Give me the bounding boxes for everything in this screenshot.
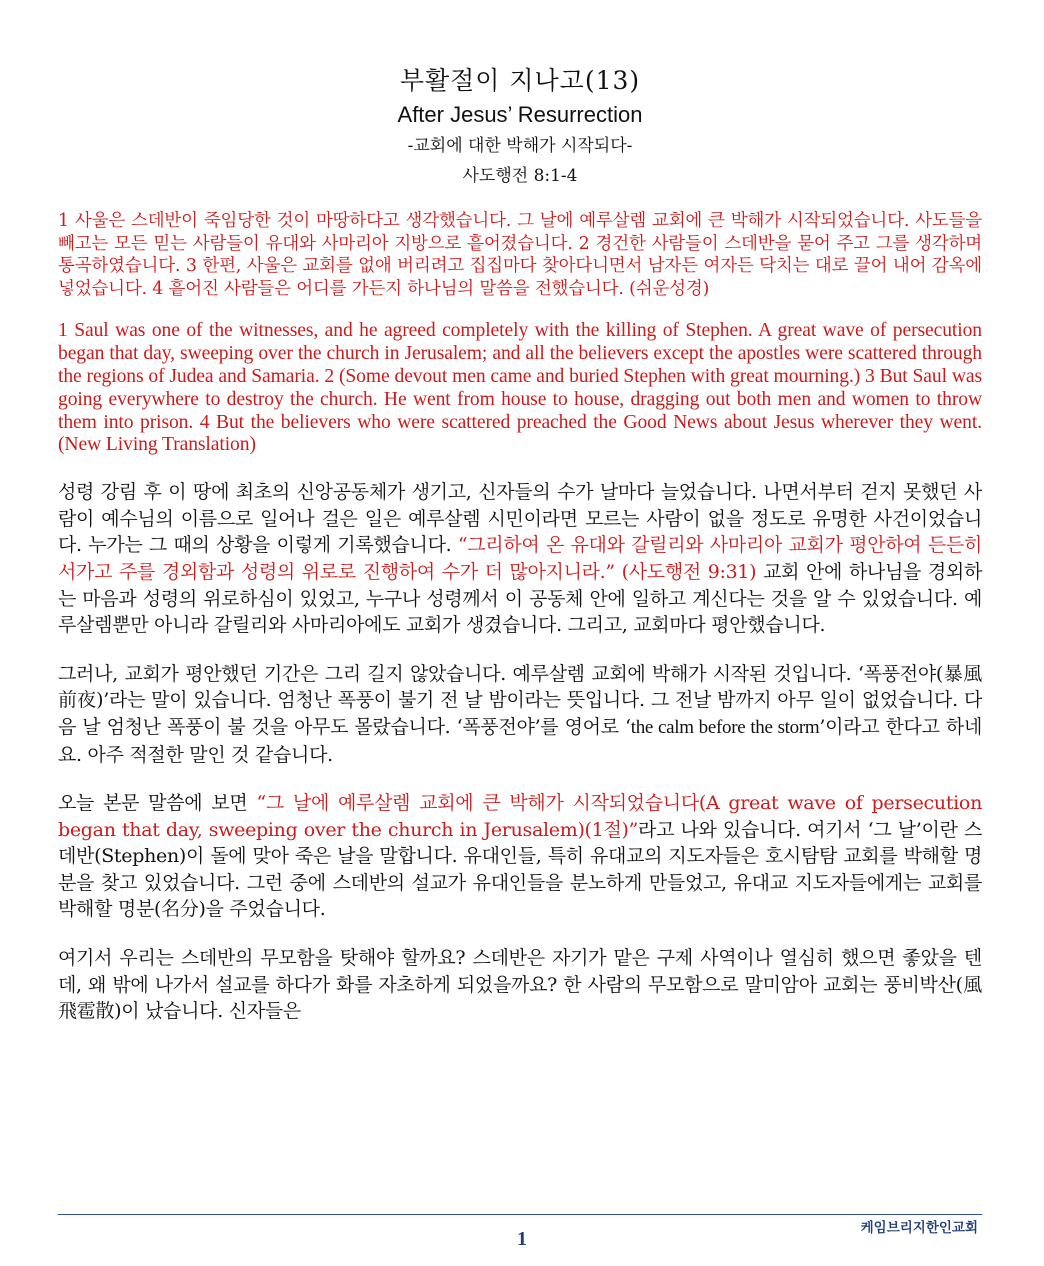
body-text: 교회 안에 하나님을 경외하는 마음과 성령의 위로하심이 있었고, 누구나 성령께서 이 공동체 안에 일하고 계신다는 것을 알 수 있었습니다. 예루살렘뿐만 아니라 갈릴리와 사마리아에도 교회가 생겼습니다. 그리고, 교회마다 평안했습니다. [58,560,982,637]
footer-divider [58,1214,982,1215]
title-korean: 부활절이 지나고(13) [399,66,641,95]
subtitle: -교회에 대한 박해가 시작되다- [407,136,633,156]
body-paragraph-3 [58,790,982,923]
body-paragraph-4: 여기서 우리는 스데반의 무모함을 탓해야 할까요? 스데반은 자기가 맡은 구제 사역이나 열심히 했으면 좋았을 텐데, 왜 밖에 나가서 설교를 하다가 화를 자초하게 되었을까요? 한 사람의 무모함으로 말미암아 교회는 풍비박산(風飛雹散)이 났습니다. 신자들은 [58,947,982,1023]
body-text: 성령 강림 후 이 땅에 최초의 신앙공동체가 생기고, 신자들의 수가 날마다 늘었습니다. 나면서부터 걷지 못했던 사람이 예수님의 이름으로 일어나 걸은 일은 예루살렘 시민이라면 모르는 사람이 없을 정도로 유명한 사건이었습니다. 누가는 그 때의 상황을 이렇게 기록했습니다. [58,481,982,557]
english-phrase: the calm before the storm [630,716,820,738]
body-text: 그러나, 교회가 평안했던 기간은 그리 길지 않았습니다. 예루살렘 교회에 박해가 시작된 것입니다. ‘폭풍전야(暴風前夜)’라는 말이 있습니다. 엄청난 폭풍이 불기 전 날 밤이라는 뜻입니다. 그 전날 밤까지 아무 일이 없었습니다. 다음 날 엄청난 폭풍이 불 것을 아무도 몰랐습니다. ‘폭풍전야’를 영어로 ‘ [58,662,982,738]
quote-verse-1: “그 날에 예루살렘 교회에 큰 박해가 시작되었습니다(A great wave of persecution began that day, sweeping over the church in Jerusalem)(1절)” [58,792,983,841]
scripture-korean: 1 사울은 스데반이 죽임당한 것이 마땅하다고 생각했습니다. 그 날에 예루살렘 교회에 큰 박해가 시작되었습니다. 사도들을 빼고는 모든 믿는 사람들이 유대와 사마리아 지방으로 흩어졌습니다. 2 경건한 사람들이 스데반을 묻어 주고 그를 생각하며 통곡하였습니다. 3 한편, 사울은 교회를 없애 버리려고 집집마다 찾아다니면서 남자든 여자든 닥치는 대로 끌어 내어 감옥에 넣었습니다. 4 흩어진 사람들은 어디를 가든지 하나님의 말씀을 전했습니다. (쉬운성경) [58,211,982,299]
body-paragraph-2 [58,661,982,768]
body-text: 오늘 본문 말씀에 보면 [58,792,257,815]
title-block [58,64,982,190]
quote-acts-9-31: “그리하여 온 유대와 갈릴리와 사마리아 교회가 평안하여 든든히 서가고 주를 경외함과 성령의 위로로 진행하여 수가 더 많아지니라.” (사도행전 9:31) [58,534,982,583]
scripture-english: 1 Saul was one of the witnesses, and he agreed completely with the killing of Stephen. A great wave of persecution began that day, sweeping over the church in Jerusalem; and all the believers except the apostles were scattered through the regions of Judea and Samaria. 2 (Some devout men came and buried Stephen with great mourning.) 3 But Saul was going everywhere to destroy the church. He went from house to house, dragging out both men and women to throw them into prison. 4 But the believers who were scattered preached the Good News about Jesus wherever they went. (New Living Translation) [58,320,982,456]
footer-church-name: 케임브리지한인교회 [860,1220,978,1236]
body-text: 라고 나와 있습니다. 여기서 ‘그 날’이란 스데반(Stephen)이 돌에 맞아 죽은 날을 말합니다. 유대인들, 특히 유대교의 지도자들은 호시탐탐 교회를 박해할 명분을 찾고 있었습니다. 그런 중에 스데반의 설교가 유대인들을 분노하게 만들었고, 유대교 지도자들에게는 교회를 박해할 명분(名分)을 주었습니다. [58,818,982,921]
body-text: ’이라고 한다고 하네요. 아주 적절한 말인 것 같습니다. [58,715,982,766]
document-page [58,64,982,1025]
page-number: 1 [517,1228,527,1250]
body-paragraph-1 [58,479,982,639]
scripture-reference: 사도행전 8:1-4 [462,166,578,186]
title-english: After Jesus’ Resurrection [397,102,643,127]
